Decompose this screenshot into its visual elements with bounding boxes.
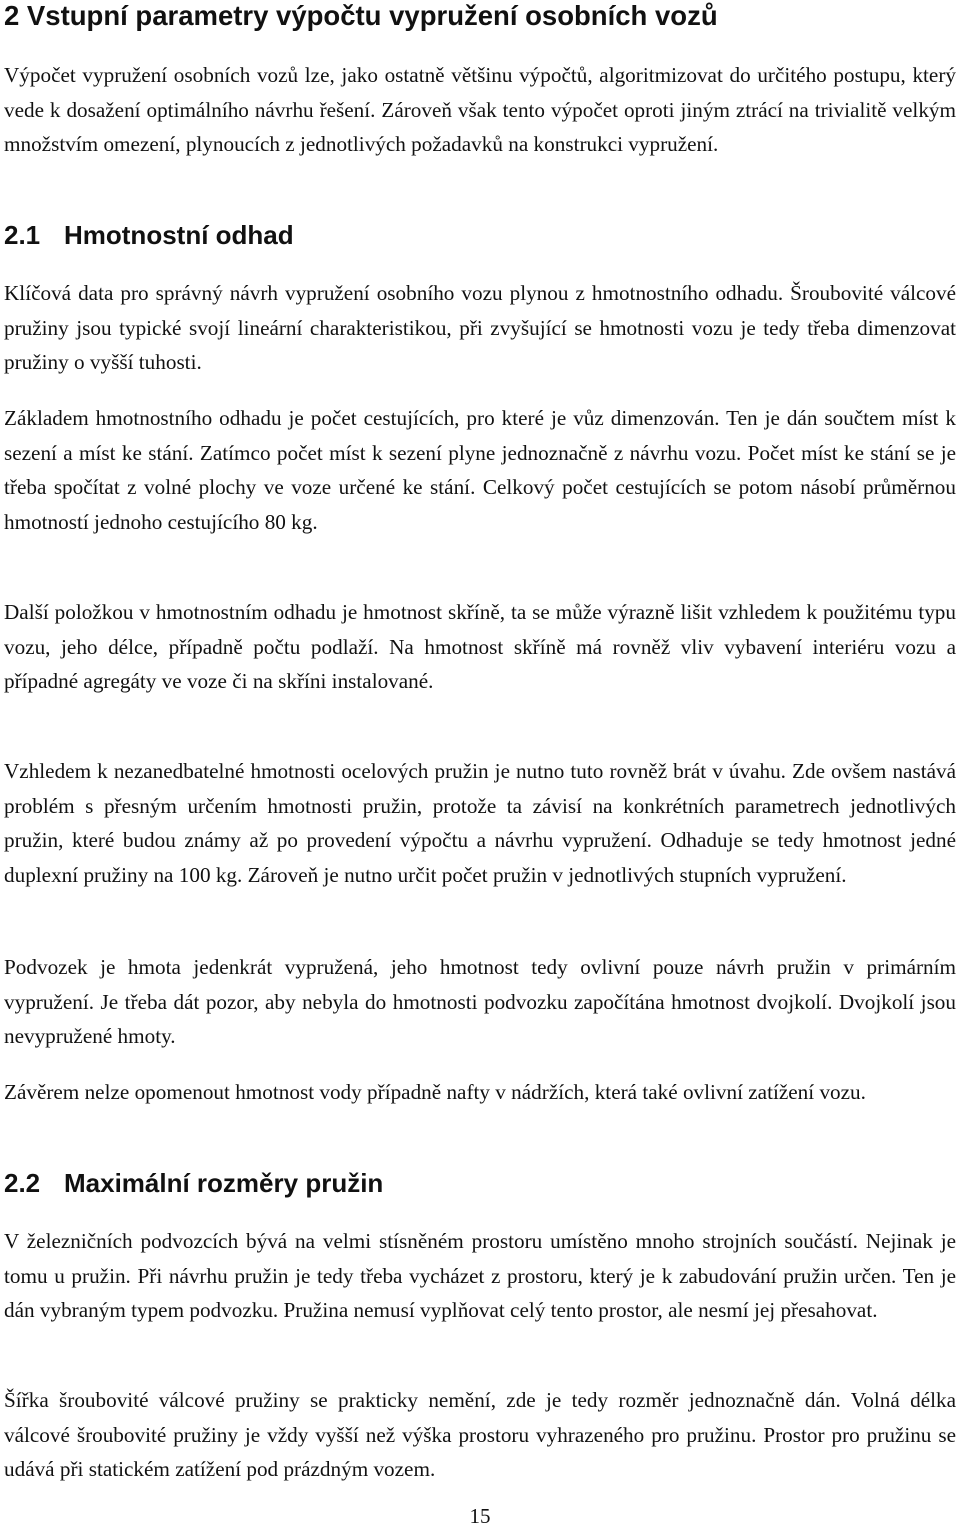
paragraph: Další položkou v hmotnostním odhadu je hmotnost skříně, ta se může výrazně lišit vzhledem k použitému typu vozu, jeho délce, případně počtu podlaží. Na hmotnost skříně má rovněž vliv vybavení interiéru vozu a případné agregáty ve voze či na skříni instalované. <box>4 600 956 694</box>
section-heading-2-1 <box>4 218 294 252</box>
page-number: 15 <box>469 1504 491 1528</box>
chapter-intro-paragraph: Výpočet vypružení osobních vozů lze, jako ostatně většinu výpočtů, algoritmizovat do určitého postupu, který vede k dosažení optimálního návrhu řešení. Zároveň však tento výpočet oproti jiným ztrácí na trivialitě velkým množstvím omezení, plynoucích z jednotlivých požadavků na konstrukci vypružení. <box>4 63 956 157</box>
paragraph: Závěrem nelze opomenout hmotnost vody případně nafty v nádržích, která také ovlivní zatížení vozu. <box>4 1080 866 1104</box>
section-number: 2.2 <box>4 1168 41 1198</box>
chapter-heading: 2 Vstupní parametry výpočtu vypružení osobních vozů <box>4 0 718 31</box>
section-title: Maximální rozměry pružin <box>64 1168 384 1198</box>
paragraph: Základem hmotnostního odhadu je počet cestujících, pro které je vůz dimenzován. Ten je dán součtem míst k sezení a míst ke stání. Zatímco počet míst k sezení plyne jednoznačně z návrhu vozu. Počet míst ke stání se je třeba spočítat z volné plochy ve voze určené ke stání. Celkový počet cestujících se potom násobí průměrnou hmotností jednoho cestujícího 80 kg. <box>4 406 956 535</box>
paragraph: Podvozek je hmota jedenkrát vypružená, jeho hmotnost tedy ovlivní pouze návrh pružin v primárním vypružení. Je třeba dát pozor, aby nebyla do hmotnosti podvozku započítána hmotnost dvojkolí. Dvojkolí jsou nevypružené hmoty. <box>4 955 956 1049</box>
paragraph: Vzhledem k nezanedbatelné hmotnosti ocelových pružin je nutno tuto rovněž brát v úvahu. Zde ovšem nastává problém s přesným určením hmotnosti pružin, protože ta závisí na konkrétních parametrech jednotlivých pružin, které budou známy až po provedení výpočtu a návrhu vypružení. Odhaduje se tedy hmotnost jedné duplexní pružiny na 100 kg. Zároveň je nutno určit počet pružin v jednotlivých stupních vypružení. <box>4 759 956 888</box>
paragraph: Šířka šroubovité válcové pružiny se prakticky nemění, zde je tedy rozměr jednoznačně dán. Volná délka válcové šroubovité pružiny je vždy vyšší než výška prostoru vyhrazeného pro pružinu. Prostor pro pružinu se udává při statickém zatížení pod prázdným vozem. <box>4 1388 956 1482</box>
section-number: 2.1 <box>4 220 41 250</box>
paragraph: Klíčová data pro správný návrh vypružení osobního vozu plynou z hmotnostního odhadu. Šroubovité válcové pružiny jsou typické svojí lineární charakteristikou, při zvyšující se hmotnosti vozu je tedy třeba dimenzovat pružiny o vyšší tuhosti. <box>4 281 956 375</box>
paragraph: V železničních podvozcích bývá na velmi stísněném prostoru umístěno mnoho strojních součástí. Nejinak je tomu u pružin. Při návrhu pružin je tedy třeba vycházet z prostoru, který je k zabudování pružin určen. Ten je dán vybraným typem podvozku. Pružina nemusí vyplňovat celý tento prostor, ale nesmí jej přesahovat. <box>4 1229 956 1323</box>
section-title: Hmotnostní odhad <box>64 220 294 250</box>
section-heading-2-2 <box>4 1166 383 1200</box>
